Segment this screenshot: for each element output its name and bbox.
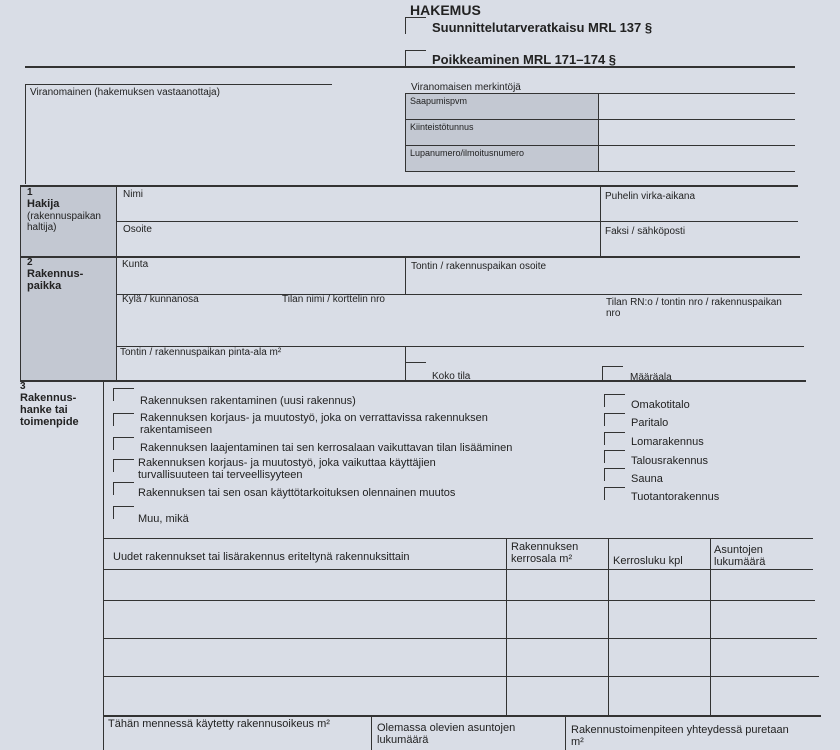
form-title: HAKEMUS	[410, 2, 481, 18]
item-other: Muu, mikä	[138, 513, 189, 525]
authority-line	[25, 84, 332, 85]
village-label: Kylä / kunnanosa	[122, 294, 199, 305]
checkbox-change-of-use[interactable]	[113, 482, 134, 495]
recipient-label: Viranomainen (hakemuksen vastaanottaja)	[30, 87, 220, 98]
section1-subtitle: (rakennuspaikan haltija)	[27, 211, 101, 233]
municipality-field[interactable]	[120, 272, 400, 292]
checkbox-deviation[interactable]	[405, 50, 426, 67]
section1-top-border	[20, 185, 798, 187]
permit-number-field[interactable]	[600, 147, 793, 169]
authority-left-border	[25, 84, 26, 184]
address-label: Osoite	[123, 224, 152, 235]
section3-title: Rakennus- hanke tai toimenpide	[20, 392, 79, 428]
used-building-rights-label: Tähän mennessä käytetty rakennusoikeus m²	[108, 718, 330, 730]
table-top-border	[103, 538, 813, 539]
checkbox-production-building[interactable]	[604, 487, 625, 500]
item-new-building: Rakennuksen rakentaminen (uusi rakennus)	[140, 395, 356, 407]
plot-address-field[interactable]	[410, 274, 800, 292]
farm-name-label: Tilan nimi / korttelin nro	[282, 294, 385, 305]
label-column-border	[116, 185, 117, 380]
section1-mid-line	[116, 221, 798, 222]
fax-email-field[interactable]	[604, 238, 794, 254]
notes-line-4	[405, 171, 795, 172]
plot-address-label: Tontin / rakennuspaikan osoite	[411, 261, 547, 272]
checkbox-holiday-home[interactable]	[604, 432, 625, 445]
table-header-floors: Kerrosluku kpl	[613, 555, 683, 567]
table-row-line-1	[103, 600, 815, 601]
checkbox-detached-house[interactable]	[604, 394, 625, 407]
checkbox-whole-farm[interactable]	[405, 362, 426, 375]
notes-mid-border	[598, 93, 599, 171]
whole-farm-label: Koko tila	[432, 371, 471, 382]
existing-apartments-label: Olemassa olevien asuntojen lukumäärä	[377, 722, 516, 746]
section3-label-border	[103, 380, 104, 750]
notes-line-2	[405, 119, 795, 120]
table-row-3[interactable]	[106, 641, 504, 674]
type-sauna: Sauna	[631, 473, 663, 485]
table-col-border-1	[506, 538, 507, 715]
type-holiday-home: Lomarakennus	[631, 436, 704, 448]
rn-number-label: Tilan RN:o / tontin nro / rakennuspaikan nro	[606, 297, 782, 319]
checkbox-partial-area[interactable]	[602, 366, 623, 381]
area-field[interactable]	[120, 360, 400, 378]
section2-title: Rakennus- paikka	[27, 268, 84, 292]
village-farm-field[interactable]	[120, 320, 800, 344]
table-header-buildings: Uudet rakennukset tai lisärakennus eriteltynä rakennuksittain	[113, 551, 410, 563]
phone-field[interactable]	[604, 203, 794, 219]
notes-line-1	[405, 93, 795, 94]
item-change-of-use: Rakennuksen tai sen osan käyttötarkoituksen olennainen muutos	[138, 487, 456, 499]
footer-col-border-2	[565, 715, 566, 750]
phone-label: Puhelin virka-aikana	[605, 191, 696, 202]
form-left-border	[20, 185, 21, 380]
name-field[interactable]	[120, 201, 595, 219]
footer-col-border-1	[371, 715, 372, 750]
section3-number: 3	[20, 381, 26, 392]
type-production-building: Tuotantorakennus	[631, 491, 720, 503]
table-row-4[interactable]	[106, 679, 504, 713]
option-deviation-label: Poikkeaminen MRL 171–174 §	[432, 52, 617, 67]
property-id-label: Kiinteistötunnus	[410, 122, 474, 132]
table-row-line-3	[103, 676, 819, 677]
checkbox-renovation-comparable[interactable]	[113, 413, 134, 426]
item-renovation-safety: Rakennuksen korjaus- ja muutostyö, joka vaikuttaa käyttäjien turvallisuuteen tai terveellisyyteen	[138, 457, 436, 481]
table-col-border-2	[608, 538, 609, 715]
section1-number: 1	[27, 187, 33, 198]
checkbox-extension[interactable]	[113, 437, 134, 450]
partial-area-label: Määräala	[630, 372, 672, 383]
notes-left-border	[405, 93, 406, 171]
header-divider	[25, 66, 795, 68]
arrival-date-field[interactable]	[600, 95, 793, 117]
table-header-apartments: Asuntojen lukumäärä	[714, 544, 766, 568]
municipality-label: Kunta	[122, 259, 149, 270]
table-col-border-3	[710, 538, 711, 715]
demolition-area-label: Rakennustoimenpiteen yhteydessä puretaan m²	[571, 724, 789, 748]
checkbox-outbuilding[interactable]	[604, 450, 625, 463]
checkbox-new-building[interactable]	[113, 388, 134, 401]
type-outbuilding: Talousrakennus	[631, 455, 709, 467]
table-header-floor-area: Rakennuksen kerrosala m²	[511, 541, 579, 565]
item-extension: Rakennuksen laajentaminen tai sen kerrosalaan vaikuttavan tilan lisääminen	[140, 442, 513, 454]
item-renovation-comparable: Rakennuksen korjaus- ja muutostyö, joka on verrattavissa rakennuksen rakentamiseen	[140, 412, 488, 436]
option-planning-need-label: Suunnittelutarveratkaisu MRL 137 §	[432, 20, 653, 35]
notes-line-3	[405, 145, 795, 146]
name-label: Nimi	[123, 189, 143, 200]
section1-col-border	[600, 186, 601, 256]
type-semi-detached: Paritalo	[631, 417, 669, 429]
table-row-2[interactable]	[106, 603, 504, 636]
area-label: Tontin / rakennuspaikan pinta-ala m²	[120, 347, 282, 358]
checkbox-other[interactable]	[113, 506, 134, 519]
table-row-1[interactable]	[106, 572, 504, 598]
permit-number-label: Lupanumero/ilmoitusnumero	[410, 148, 525, 158]
table-bottom-border	[103, 715, 821, 717]
notes-title: Viranomaisen merkintöjä	[411, 82, 521, 93]
section1-title: Hakija	[27, 198, 60, 210]
section2-line-1	[116, 294, 802, 295]
fax-email-label: Faksi / sähköposti	[605, 226, 686, 237]
section2-top-border	[20, 256, 800, 258]
section2-col-border-1	[405, 256, 406, 294]
property-id-field[interactable]	[600, 121, 793, 143]
section3-top-border	[20, 380, 806, 382]
checkbox-semi-detached[interactable]	[604, 413, 625, 426]
checkbox-planning-need[interactable]	[405, 17, 426, 34]
type-detached-house: Omakotitalo	[631, 399, 690, 411]
table-header-border	[103, 569, 813, 570]
section2-number: 2	[27, 257, 33, 268]
address-field[interactable]	[120, 236, 595, 254]
checkbox-sauna[interactable]	[604, 468, 625, 481]
arrival-date-label: Saapumispvm	[410, 96, 468, 106]
recipient-field[interactable]	[30, 100, 330, 180]
checkbox-renovation-safety[interactable]	[113, 459, 134, 472]
